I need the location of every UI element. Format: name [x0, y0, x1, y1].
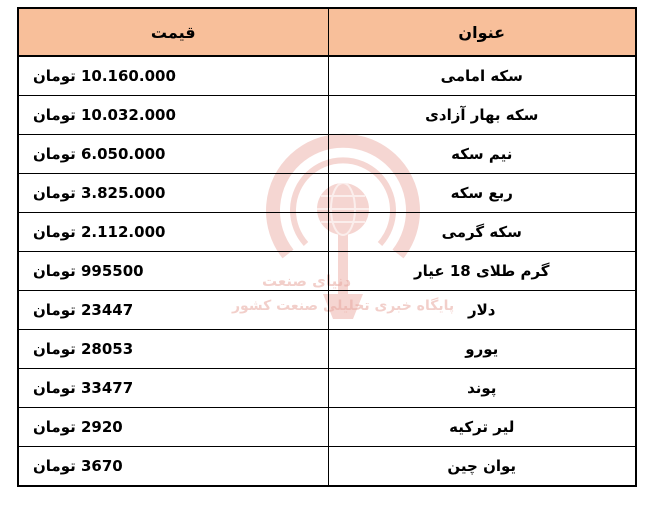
title-cell: یوان چین: [328, 447, 636, 487]
table-row: [18, 96, 636, 135]
table-row: [18, 408, 636, 447]
table-row: [18, 135, 636, 174]
price-cell: 28053 تومان: [18, 330, 328, 369]
table-row: [18, 291, 636, 330]
price-cell: 3.825.000 تومان: [18, 174, 328, 213]
table-row: [18, 447, 636, 487]
table-row: [18, 174, 636, 213]
title-cell: گرم طلای 18 عیار: [328, 252, 636, 291]
price-table: [17, 7, 637, 487]
table-row: [18, 213, 636, 252]
watermark-title: دنیای صنعت: [262, 272, 352, 290]
table-header-row: [18, 8, 636, 56]
price-column-header: قیمت: [18, 8, 328, 56]
watermark-subtitle: پایگاه خبری تحلیلی صنعت کشور: [232, 298, 455, 314]
table-row: [18, 330, 636, 369]
table-row: [18, 56, 636, 96]
price-cell: 3670 تومان: [18, 447, 328, 487]
table-row: [18, 369, 636, 408]
title-cell: لیر ترکیه: [328, 408, 636, 447]
title-cell: سکه امامی: [328, 56, 636, 96]
price-cell: 6.050.000 تومان: [18, 135, 328, 174]
price-cell: 10.160.000 تومان: [18, 56, 328, 96]
title-cell: ربع سکه: [328, 174, 636, 213]
title-column-header: عنوان: [328, 8, 636, 56]
title-cell: نیم سکه: [328, 135, 636, 174]
title-cell: پوند: [328, 369, 636, 408]
price-cell: 2920 تومان: [18, 408, 328, 447]
table-row: [18, 252, 636, 291]
title-cell: دلار: [328, 291, 636, 330]
price-cell: 10.032.000 تومان: [18, 96, 328, 135]
title-cell: سکه بهار آزادی: [328, 96, 636, 135]
price-cell: 995500 تومان: [18, 252, 328, 291]
price-cell: 33477 تومان: [18, 369, 328, 408]
price-cell: 23447 تومان: [18, 291, 328, 330]
title-cell: سکه گرمی: [328, 213, 636, 252]
price-cell: 2.112.000 تومان: [18, 213, 328, 252]
title-cell: یورو: [328, 330, 636, 369]
